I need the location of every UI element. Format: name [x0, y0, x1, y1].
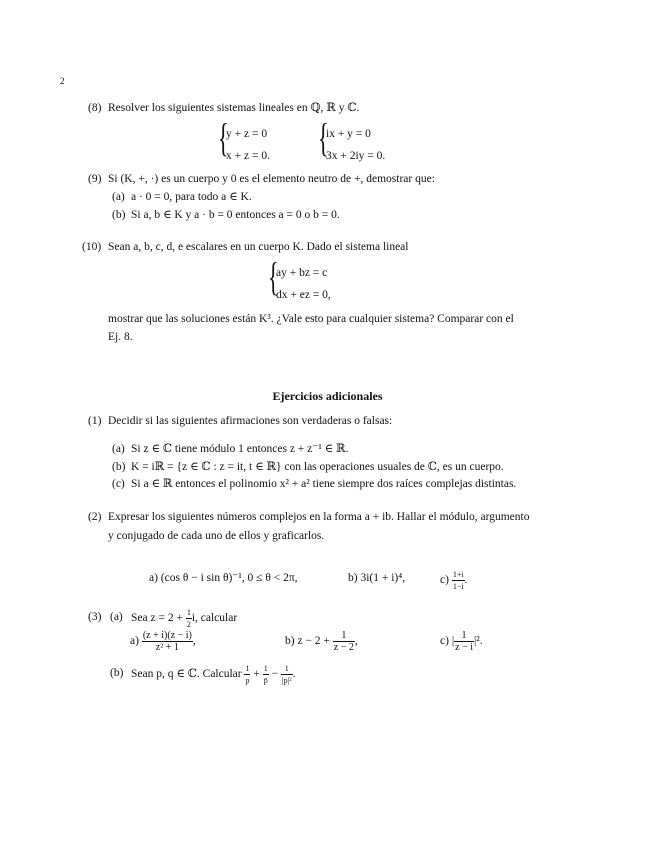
fraction-1	[244, 663, 250, 686]
system-1-eq-1: y + z = 0	[226, 128, 268, 140]
system-3-brace: {	[268, 254, 279, 299]
item-iii-prefix: |	[451, 635, 455, 648]
fraction	[451, 630, 474, 653]
item-i-label: a)	[130, 635, 139, 648]
system-3-eq-1: ay + bz = c	[276, 267, 328, 279]
plus-sign: +	[253, 668, 260, 681]
fraction-denominator: 1−i	[452, 582, 464, 591]
additional-3a-tail: i, calcular	[191, 612, 238, 625]
additional-2-text-2: y conjugado de cada uno de ellos y graficarlos.	[108, 530, 325, 542]
additional-1b-text: K = iℝ = {z ∈ ℂ : z = it, t ∈ ℝ} con las operaciones usuales de ℂ, es un cuerpo.	[131, 461, 504, 473]
additional-1a-text: Si z ∈ ℂ tiene módulo 1 entonces z + z⁻¹ ∈ ℝ.	[131, 443, 349, 455]
fraction-numerator: 1	[186, 608, 191, 617]
additional-3b-tail: .	[292, 668, 296, 681]
fraction-numerator: 1	[333, 630, 355, 642]
exercise-10-text-2: mostrar que las soluciones están K³. ¿Vale esto para cualquier sistema? Comparar con el	[108, 313, 514, 325]
system-2-eq-1: ix + y = 0	[326, 128, 371, 140]
additional-3a-ii	[285, 630, 358, 653]
additional-3b-label: (b)	[110, 667, 124, 679]
fraction-numerator: 1	[281, 663, 293, 675]
additional-3a-text	[131, 607, 237, 630]
system-3-eq-2: dx + ez = 0,	[276, 289, 331, 301]
fraction-numerator: 1+i	[452, 570, 464, 579]
additional-3a-label: (a)	[110, 611, 123, 623]
additional-3b-text	[131, 663, 295, 686]
additional-3a-prefix: Sea z = 2 +	[131, 612, 183, 625]
additional-1-number: (1)	[88, 415, 102, 427]
page-number: 2	[60, 76, 65, 86]
fraction-numerator: 1	[263, 664, 268, 673]
fraction	[333, 630, 355, 653]
section-title: Ejercicios adicionales	[272, 389, 383, 403]
additional-1a-label: (a)	[112, 443, 125, 455]
additional-2-item-a: a) (cos θ − i sin θ)⁻¹, 0 ≤ θ < 2π,	[149, 572, 298, 584]
additional-2-item-c	[440, 569, 467, 592]
additional-1b-label: (b)	[112, 461, 126, 473]
fraction-numerator: 1	[454, 630, 474, 642]
additional-3a-iii	[440, 630, 483, 653]
exercise-9-text: Si (K, +, ·) es un cuerpo y 0 es el elemento neutro de +, demostrar que:	[108, 173, 435, 185]
fraction-denominator: p	[245, 676, 250, 685]
additional-1c-label: (c)	[112, 478, 125, 490]
fraction-denominator: p̄	[263, 676, 268, 685]
fraction-2	[263, 663, 269, 686]
exercise-10-text: Sean a, b, c, d, e escalares en un cuerpo K. Dado el sistema lineal	[108, 241, 409, 253]
additional-2-item-b: b) 3i(1 + i)⁴,	[348, 572, 406, 584]
exercise-9b-text: Si a, b ∈ K y a · b = 0 entonces a = 0 o b = 0.	[131, 209, 340, 221]
system-2-brace: {	[318, 115, 329, 160]
fraction-numerator: 1	[245, 664, 250, 673]
fraction	[452, 569, 465, 592]
system-1-eq-2: x + z = 0.	[226, 150, 270, 162]
additional-1c-text: Si a ∈ ℝ entonces el polinomio x² + a² tiene siempre dos raíces complejas distintas.	[131, 478, 517, 490]
exercise-10-number: (10)	[82, 241, 102, 253]
item-iii-label: c)	[440, 635, 449, 648]
system-2-eq-2: 3x + 2iy = 0.	[326, 150, 386, 162]
exercise-9a-text: a · 0 = 0, para todo a ∈ K.	[131, 191, 252, 203]
additional-2-text: Expresar los siguientes números complejos en la forma a + ib. Hallar el módulo, argumento	[108, 511, 530, 523]
fraction-denominator: z² + 1	[155, 642, 179, 653]
item-c-tail: .	[464, 574, 468, 587]
item-ii-prefix: z − 2 +	[297, 635, 330, 648]
fraction-denominator: |p|²	[281, 676, 292, 685]
item-iii-tail: |².	[473, 635, 483, 648]
fraction	[142, 630, 193, 653]
item-c-label: c)	[440, 574, 449, 587]
exercise-9b-label: (b)	[112, 209, 126, 221]
additional-3a-i	[130, 630, 196, 653]
exercise-8-text: Resolver los siguientes sistemas lineales en ℚ, ℝ y ℂ.	[108, 102, 360, 114]
exercise-8-number: (8)	[88, 102, 102, 114]
additional-2-number: (2)	[88, 511, 102, 523]
minus-sign: −	[271, 668, 279, 681]
exercise-9-number: (9)	[88, 173, 102, 185]
fraction-numerator: (z + i)(z − i)	[142, 630, 192, 641]
exercise-9a-label: (a)	[112, 191, 125, 203]
fraction-denominator: z − i	[455, 642, 473, 653]
item-ii-tail: ,	[354, 635, 358, 648]
additional-3b-prefix: Sean p, q ∈ ℂ. Calcular	[131, 668, 242, 681]
additional-1-text: Decidir si las siguientes afirmaciones son verdaderas o falsas:	[108, 415, 393, 427]
fraction-denominator: 2	[186, 620, 191, 629]
exercise-10-text-3: Ej. 8.	[108, 331, 133, 343]
item-ii-label: b)	[285, 635, 295, 648]
additional-3-number: (3)	[88, 611, 102, 623]
fraction-denominator: z − 2	[333, 642, 354, 653]
item-i-tail: ,	[192, 635, 196, 648]
system-1-brace: {	[218, 115, 229, 160]
fraction-3	[281, 663, 293, 686]
